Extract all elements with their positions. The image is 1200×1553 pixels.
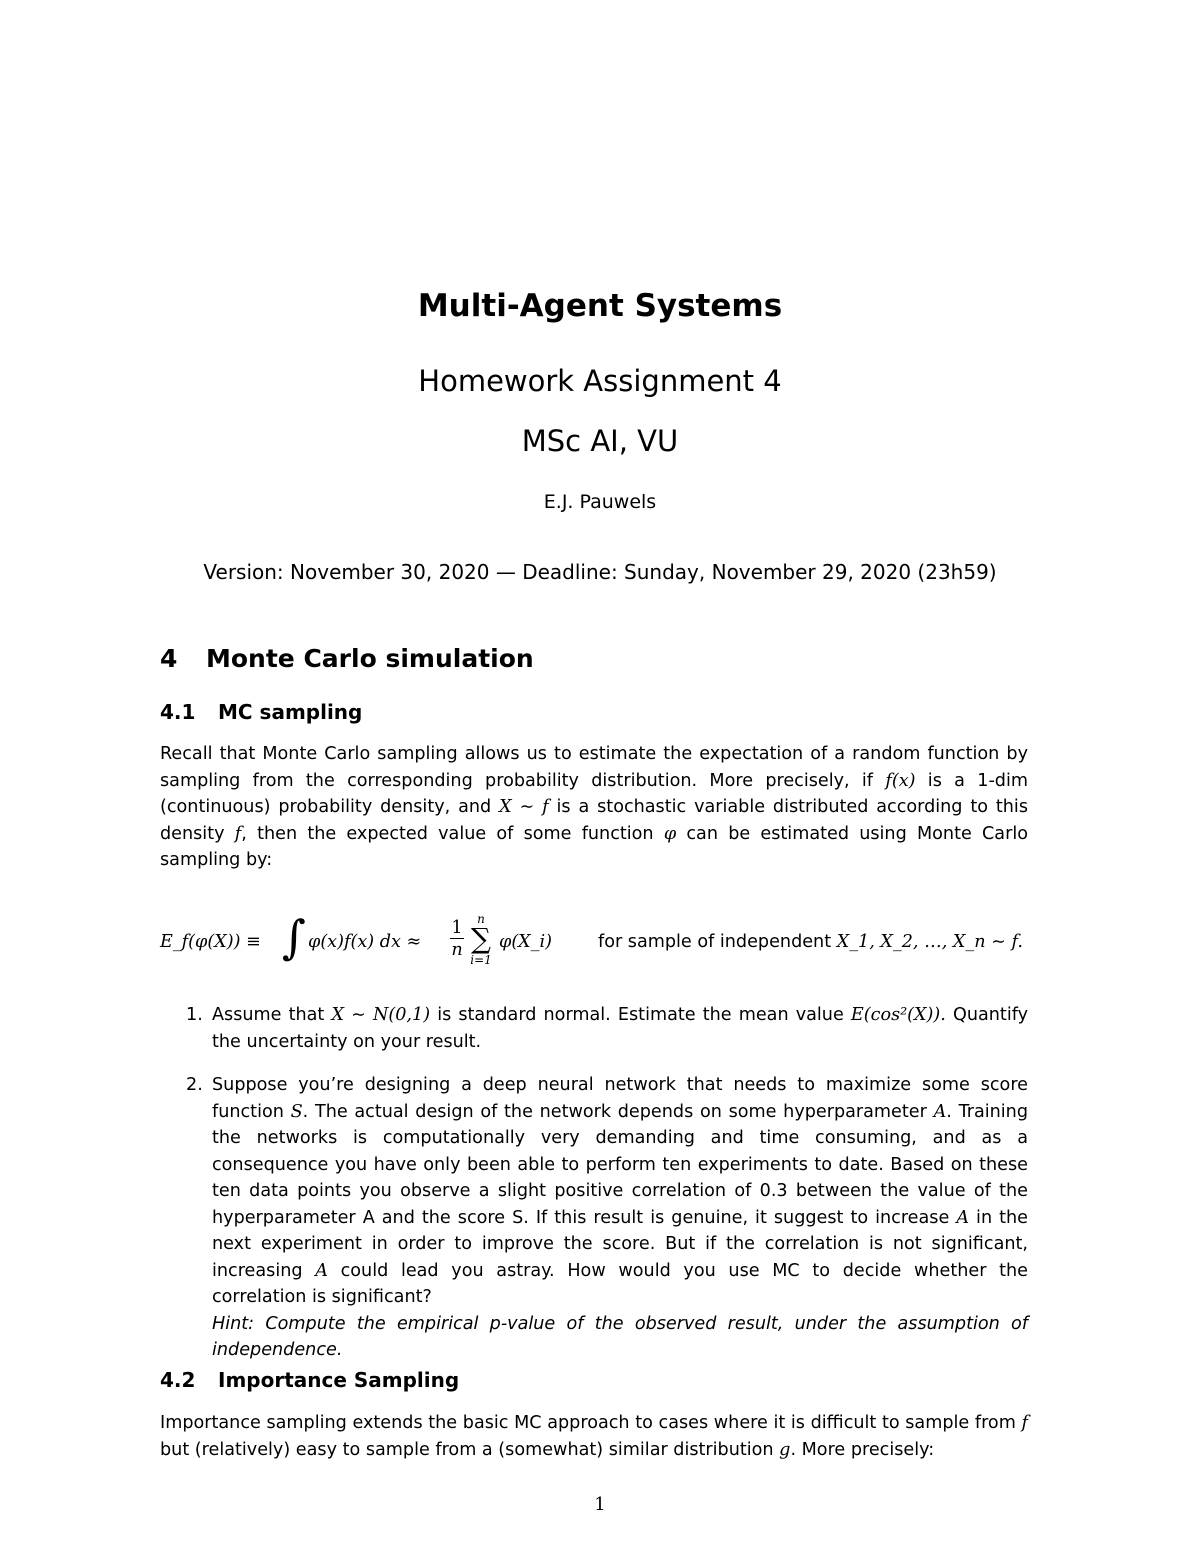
- condition-math: X_1, X_2, …, X_n ∼ f.: [836, 932, 1023, 952]
- sum-upper-limit: n: [477, 912, 485, 926]
- formula-condition: [598, 932, 1023, 952]
- mc-estimator-formula: [160, 912, 1028, 982]
- math-inline: A: [315, 1260, 328, 1281]
- math-inline: φ: [663, 823, 677, 844]
- mc-intro-paragraph: [160, 741, 1028, 874]
- page-number: 1: [594, 1494, 606, 1515]
- intro-text: but (relatively) easy to sample from a (somewhat) similar distribution: [160, 1439, 780, 1460]
- hint-text: Hint: Compute the empirical p-value of the observed result, under the assumption of independence.: [212, 1313, 1028, 1360]
- formula-lhs: E_f(φ(X)) ≡: [160, 932, 261, 952]
- math-inline: g: [779, 1439, 791, 1460]
- math-inline: X ∼ N(0,1): [331, 1005, 431, 1025]
- subsection-title: MC sampling: [218, 700, 363, 724]
- subsection-heading-mc-sampling: [160, 700, 362, 724]
- intro-text: is a 1-dim (continuous) probability density, and: [160, 770, 1029, 817]
- item-text: in the next experiment in order to improve the score. But if the correlation is not significant, increasing: [212, 1207, 1028, 1281]
- list-item: [160, 1002, 1028, 1055]
- formula-integrand: φ(x)f(x) dx ≈: [308, 932, 422, 952]
- item-text: Quantify the uncertainty on your result.: [212, 1005, 1029, 1052]
- integral-symbol: ∫: [282, 910, 306, 964]
- fraction-numerator: 1: [451, 918, 463, 938]
- section-number: 4: [160, 644, 178, 673]
- intro-text: , then the expected value of some function: [241, 823, 664, 844]
- fraction-denominator: n: [451, 940, 463, 960]
- math-inline: X ∼ f: [499, 797, 549, 817]
- list-item-label: 1.: [186, 1005, 203, 1025]
- section-title: Monte Carlo simulation: [206, 644, 534, 673]
- math-inline: E(cos²(X)).: [850, 1005, 946, 1025]
- formula-fraction: [450, 918, 464, 961]
- document-subtitle: Homework Assignment 4: [418, 364, 782, 398]
- math-inline: A: [933, 1101, 947, 1122]
- subsection-heading-importance-sampling: [160, 1368, 459, 1392]
- item-text: Suppose you’re designing a deep neural network that needs to maximize some score function: [212, 1075, 1028, 1122]
- list-item-label: 2.: [186, 1075, 203, 1095]
- intro-text: . More precisely:: [790, 1439, 935, 1460]
- importance-sampling-paragraph: [160, 1410, 1028, 1463]
- list-item-body: [212, 1002, 1028, 1055]
- program-name: MSc AI, VU: [521, 424, 679, 458]
- version-deadline-line: Version: November 30, 2020 — Deadline: Sunday, November 29, 2020 (23h59): [203, 560, 997, 584]
- intro-text: is a stochastic variable distributed according to this density: [160, 797, 1028, 844]
- item-text: . The actual design of the network depends on some hyperparameter: [302, 1101, 934, 1122]
- math-inline: S: [290, 1101, 303, 1122]
- math-inline: f: [1021, 1413, 1028, 1433]
- subsection-number: 4.2: [160, 1368, 196, 1392]
- subsection-number: 4.1: [160, 700, 196, 724]
- subsection-title: Importance Sampling: [218, 1368, 460, 1392]
- sum-lower-limit: i=1: [470, 953, 492, 967]
- list-item-body: [212, 1072, 1028, 1364]
- math-inline: A: [956, 1207, 970, 1228]
- author-name: E.J. Pauwels: [543, 491, 657, 513]
- document-title: Multi-Agent Systems: [417, 288, 783, 324]
- section-heading: [160, 644, 534, 673]
- intro-text: can be estimated using Monte Carlo sampling by:: [160, 823, 1028, 870]
- item-text: is standard normal. Estimate the mean value: [430, 1005, 851, 1025]
- condition-text: for sample of independent: [598, 932, 837, 952]
- intro-text: Recall that Monte Carlo sampling allows us to estimate the expectation of a random function by sampling from the corresponding probability distribution. More precisely, if: [160, 744, 1028, 791]
- math-inline: f(x): [885, 770, 916, 791]
- list-item: [160, 1072, 1028, 1364]
- item-text: . Training the networks is computationally very demanding and time consuming, and as a consequence you have only been able to perform ten experiments to date. Based on these ten data points you observe a slight positive correlation of 0.3 between the value of the hyperparameter A and the score S. If this result is genuine, it suggest to increase: [212, 1101, 1029, 1228]
- item-text: could lead you astray. How would you use MC to decide whether the correlation is significant?: [212, 1260, 1028, 1307]
- summation: [467, 912, 495, 968]
- intro-text: Importance sampling extends the basic MC approach to cases where it is difficult to sample from: [160, 1413, 1022, 1433]
- sigma-symbol: ∑: [471, 922, 491, 955]
- math-inline: f: [234, 823, 242, 844]
- item-text: Assume that: [212, 1005, 332, 1025]
- formula-summand: φ(X_i): [499, 932, 552, 952]
